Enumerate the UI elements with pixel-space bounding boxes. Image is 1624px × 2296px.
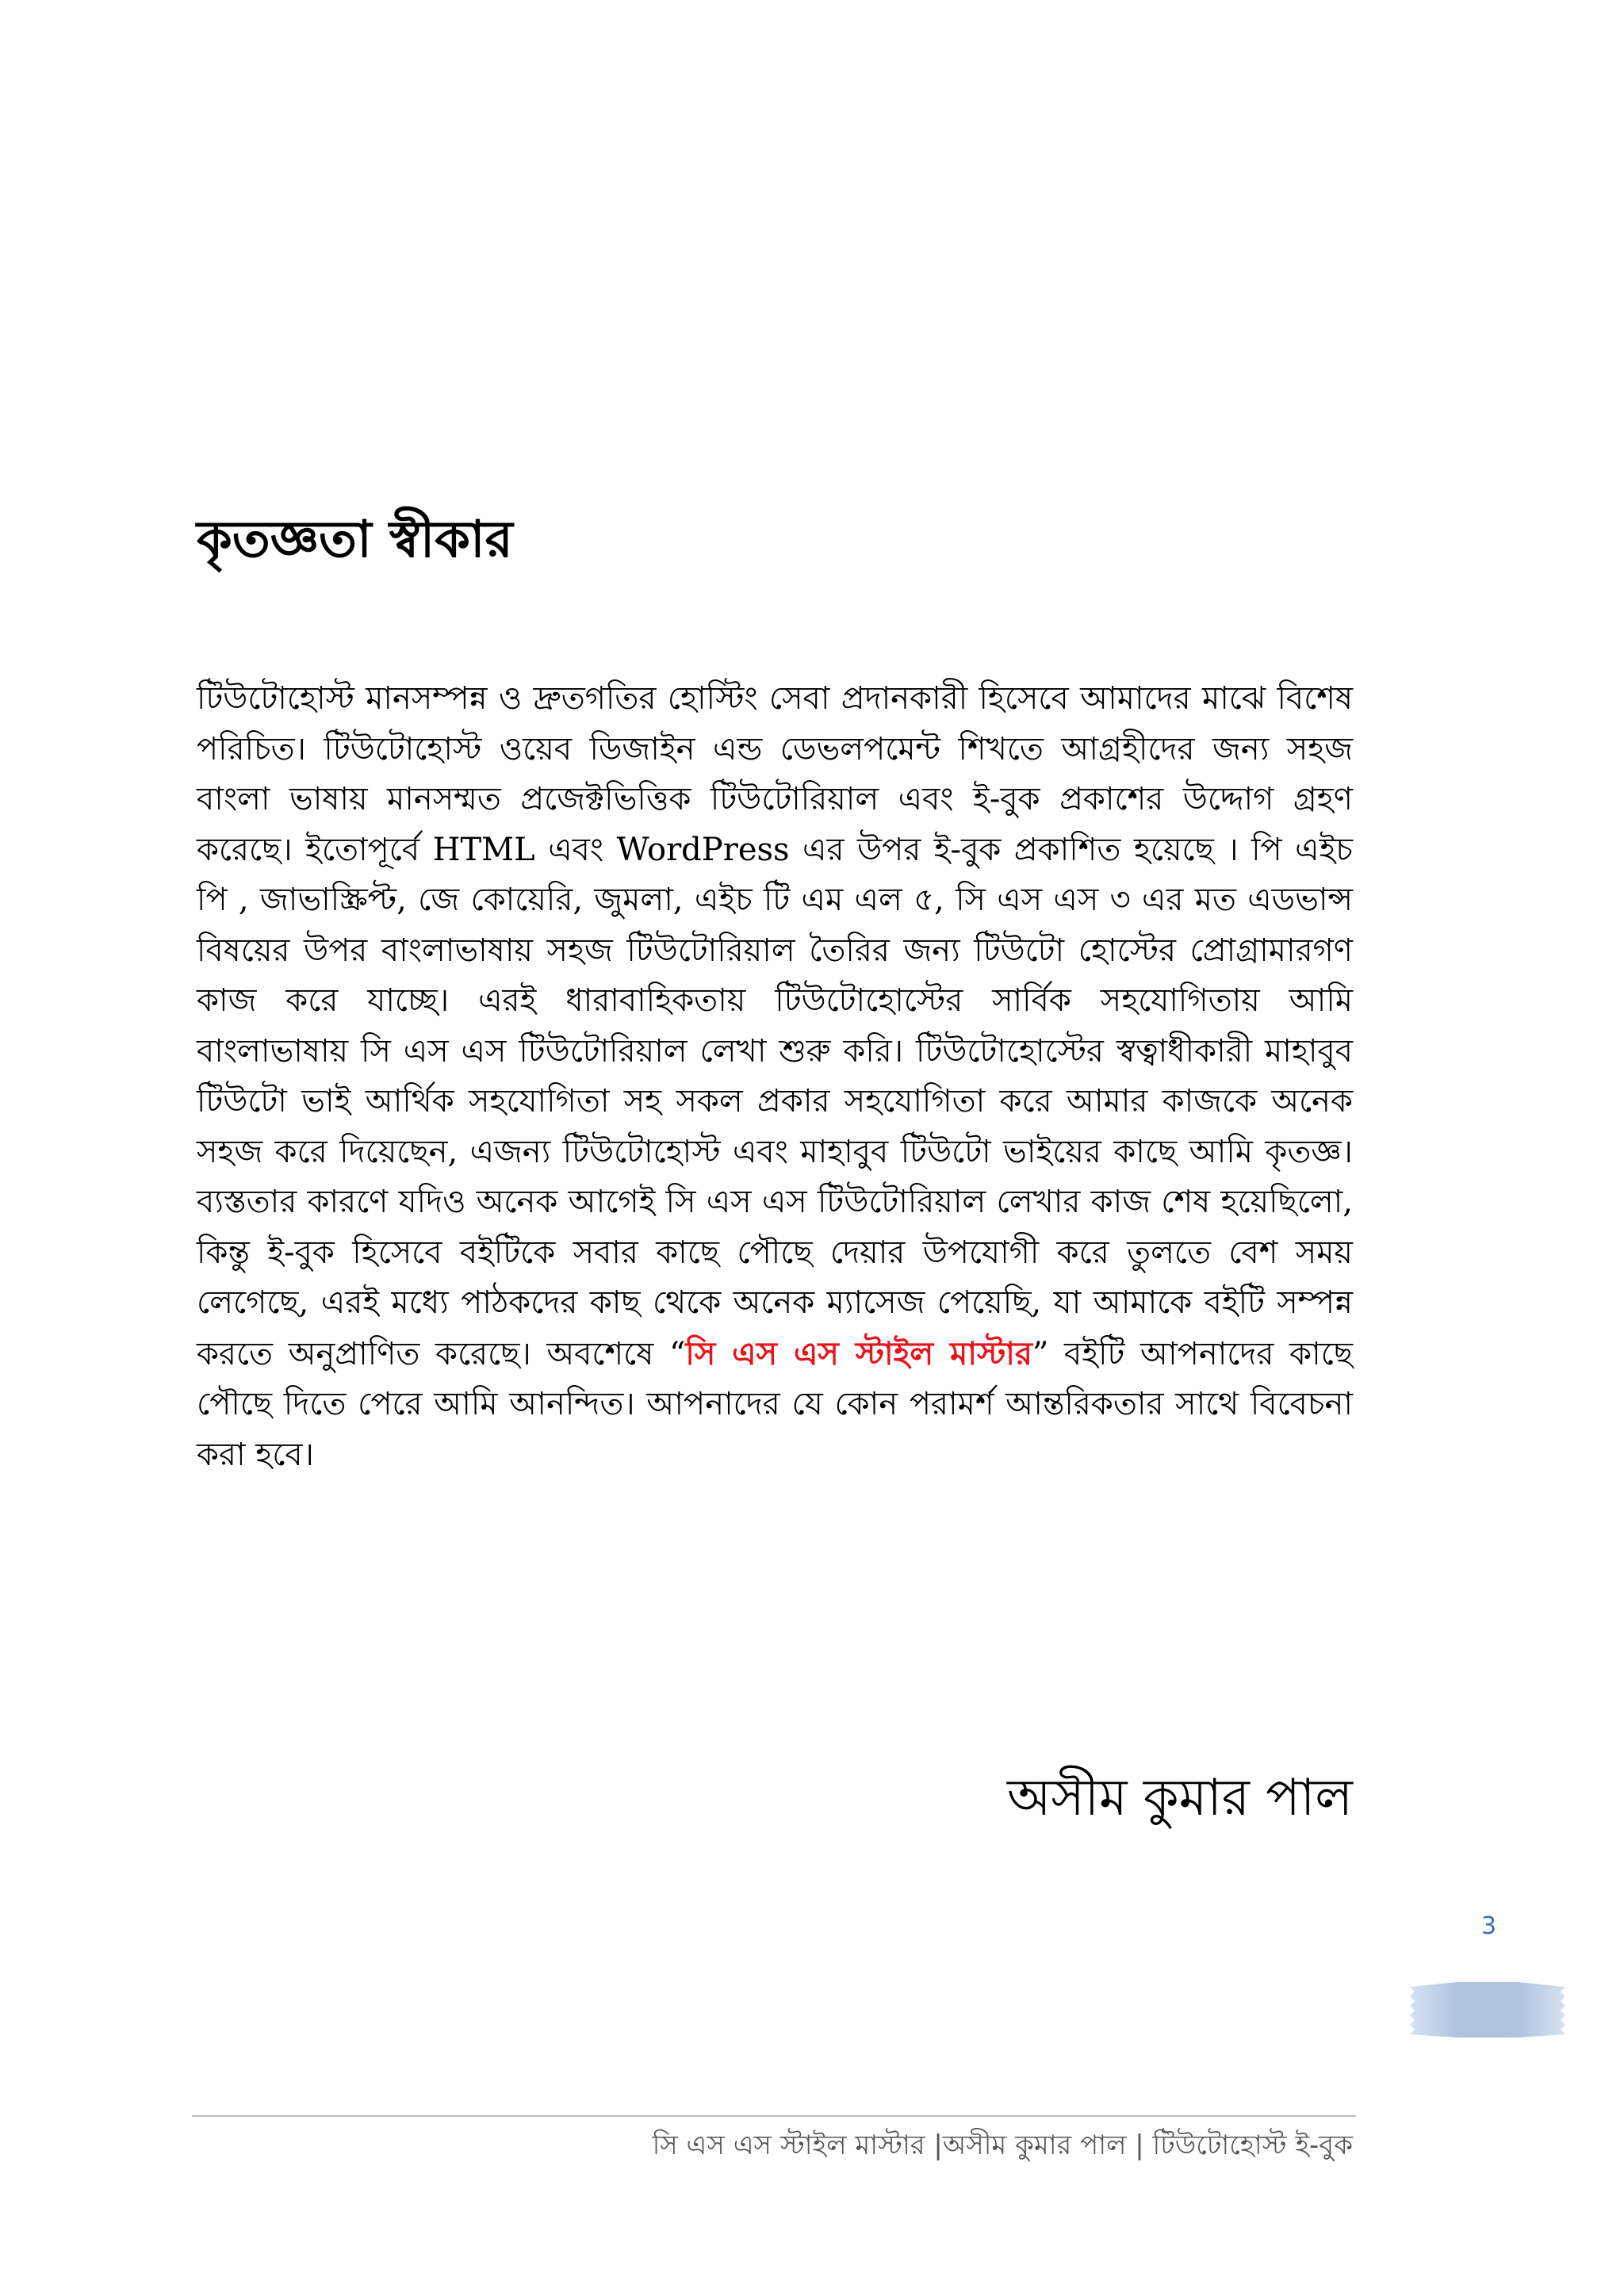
author-signature: অসীম কুমার পাল [1006, 1769, 1353, 1827]
paragraph-text-part1: টিউটোহোস্ট মানসম্পন্ন ও দ্রুতগতির হোস্টিং সেবা প্রদানকারী হিসেবে আমাদের মাঝে বিশেষ পরিচিত। টিউটোহোস্ট ওয়েব ডিজাইন এন্ড ডেভলপমেন্ট শিখতে আগ্রহীদের জন্য সহজ বাংলা ভাষায় মানসম্মত প্রজেক্টভিত্তিক টিউটোরিয়াল এবং ই-বুক প্রকাশের উদ্দোগ গ্রহণ করেছে। ইতোপূর্বে HTML এবং WordPress এর উপর ই-বুক প্রকাশিত হয়েছে । পি এইচ পি , জাভাস্ক্রিপ্ট, জে কোয়েরি, জুমলা, এইচ টি এম এল ৫, সি এস এস ৩ এর মত এডভান্স বিষয়ের উপর বাংলাভাষায় সহজ টিউটোরিয়াল তৈরির জন্য টিউটো হোস্টের প্রোগ্রামারগণ কাজ করে যাচ্ছে। এরই ধারাবাহিকতায় টিউটোহোস্টের সার্বিক সহযোগিতায় আমি বাংলাভাষায় সি এস এস টিউটোরিয়াল লেখা শুরু করি। টিউটোহোস্টের স্বত্বাধীকারী মাহাবুব টিউটো ভাই আর্থিক সহযোগিতা সহ সকল প্রকার সহযোগিতা করে আমার কাজকে অনেক সহজ করে দিয়েছেন, এজন্য টিউটোহোস্ট এবং মাহাবুব টিউটো ভাইয়ের কাছে আমি কৃতজ্ঞ। ব্যস্ততার কারণে যদিও অনেক আগেই সি এস এস টিউটোরিয়াল লেখার কাজ শেষ হয়েছিলো, কিন্তু ই-বুক হিসেবে বইটিকে সবার কাছে পৌছে দেয়ার উপযোগী করে তুলতে বেশ সময় লেগেছে, এরই মধ্যে পাঠকদের কাছ থেকে অনেক ম্যাসেজ পেয়েছি, যা আমাকে বইটি সম্পন্ন করতে অনুপ্রাণিত করেছে। অবশেষে “ [197, 680, 1353, 1372]
page-tab-ribbon-icon [1410, 1982, 1565, 2038]
page-number: 3 [1481, 1912, 1497, 1940]
footer-divider [192, 2115, 1356, 2117]
acknowledgement-paragraph [197, 674, 1353, 1480]
page-title: কৃতজ্ঞতা স্বীকার [197, 509, 513, 569]
footer-text: সি এস এস স্টাইল মাস্টার |অসীম কুমার পাল | টিউটোহোস্ট ই-বুক [652, 2130, 1353, 2161]
book-title-highlight: সি এস এস স্টাইল মাস্টার [685, 1334, 1032, 1372]
paragraph-text-part2: ” বইটি আপনাদের কাছে পৌছে দিতে পেরে আমি আনন্দিত। আপনাদের যে কোন পরামর্শ আন্তরিকতার সাথে বিবেচনা করা হবে। [197, 1335, 1354, 1473]
